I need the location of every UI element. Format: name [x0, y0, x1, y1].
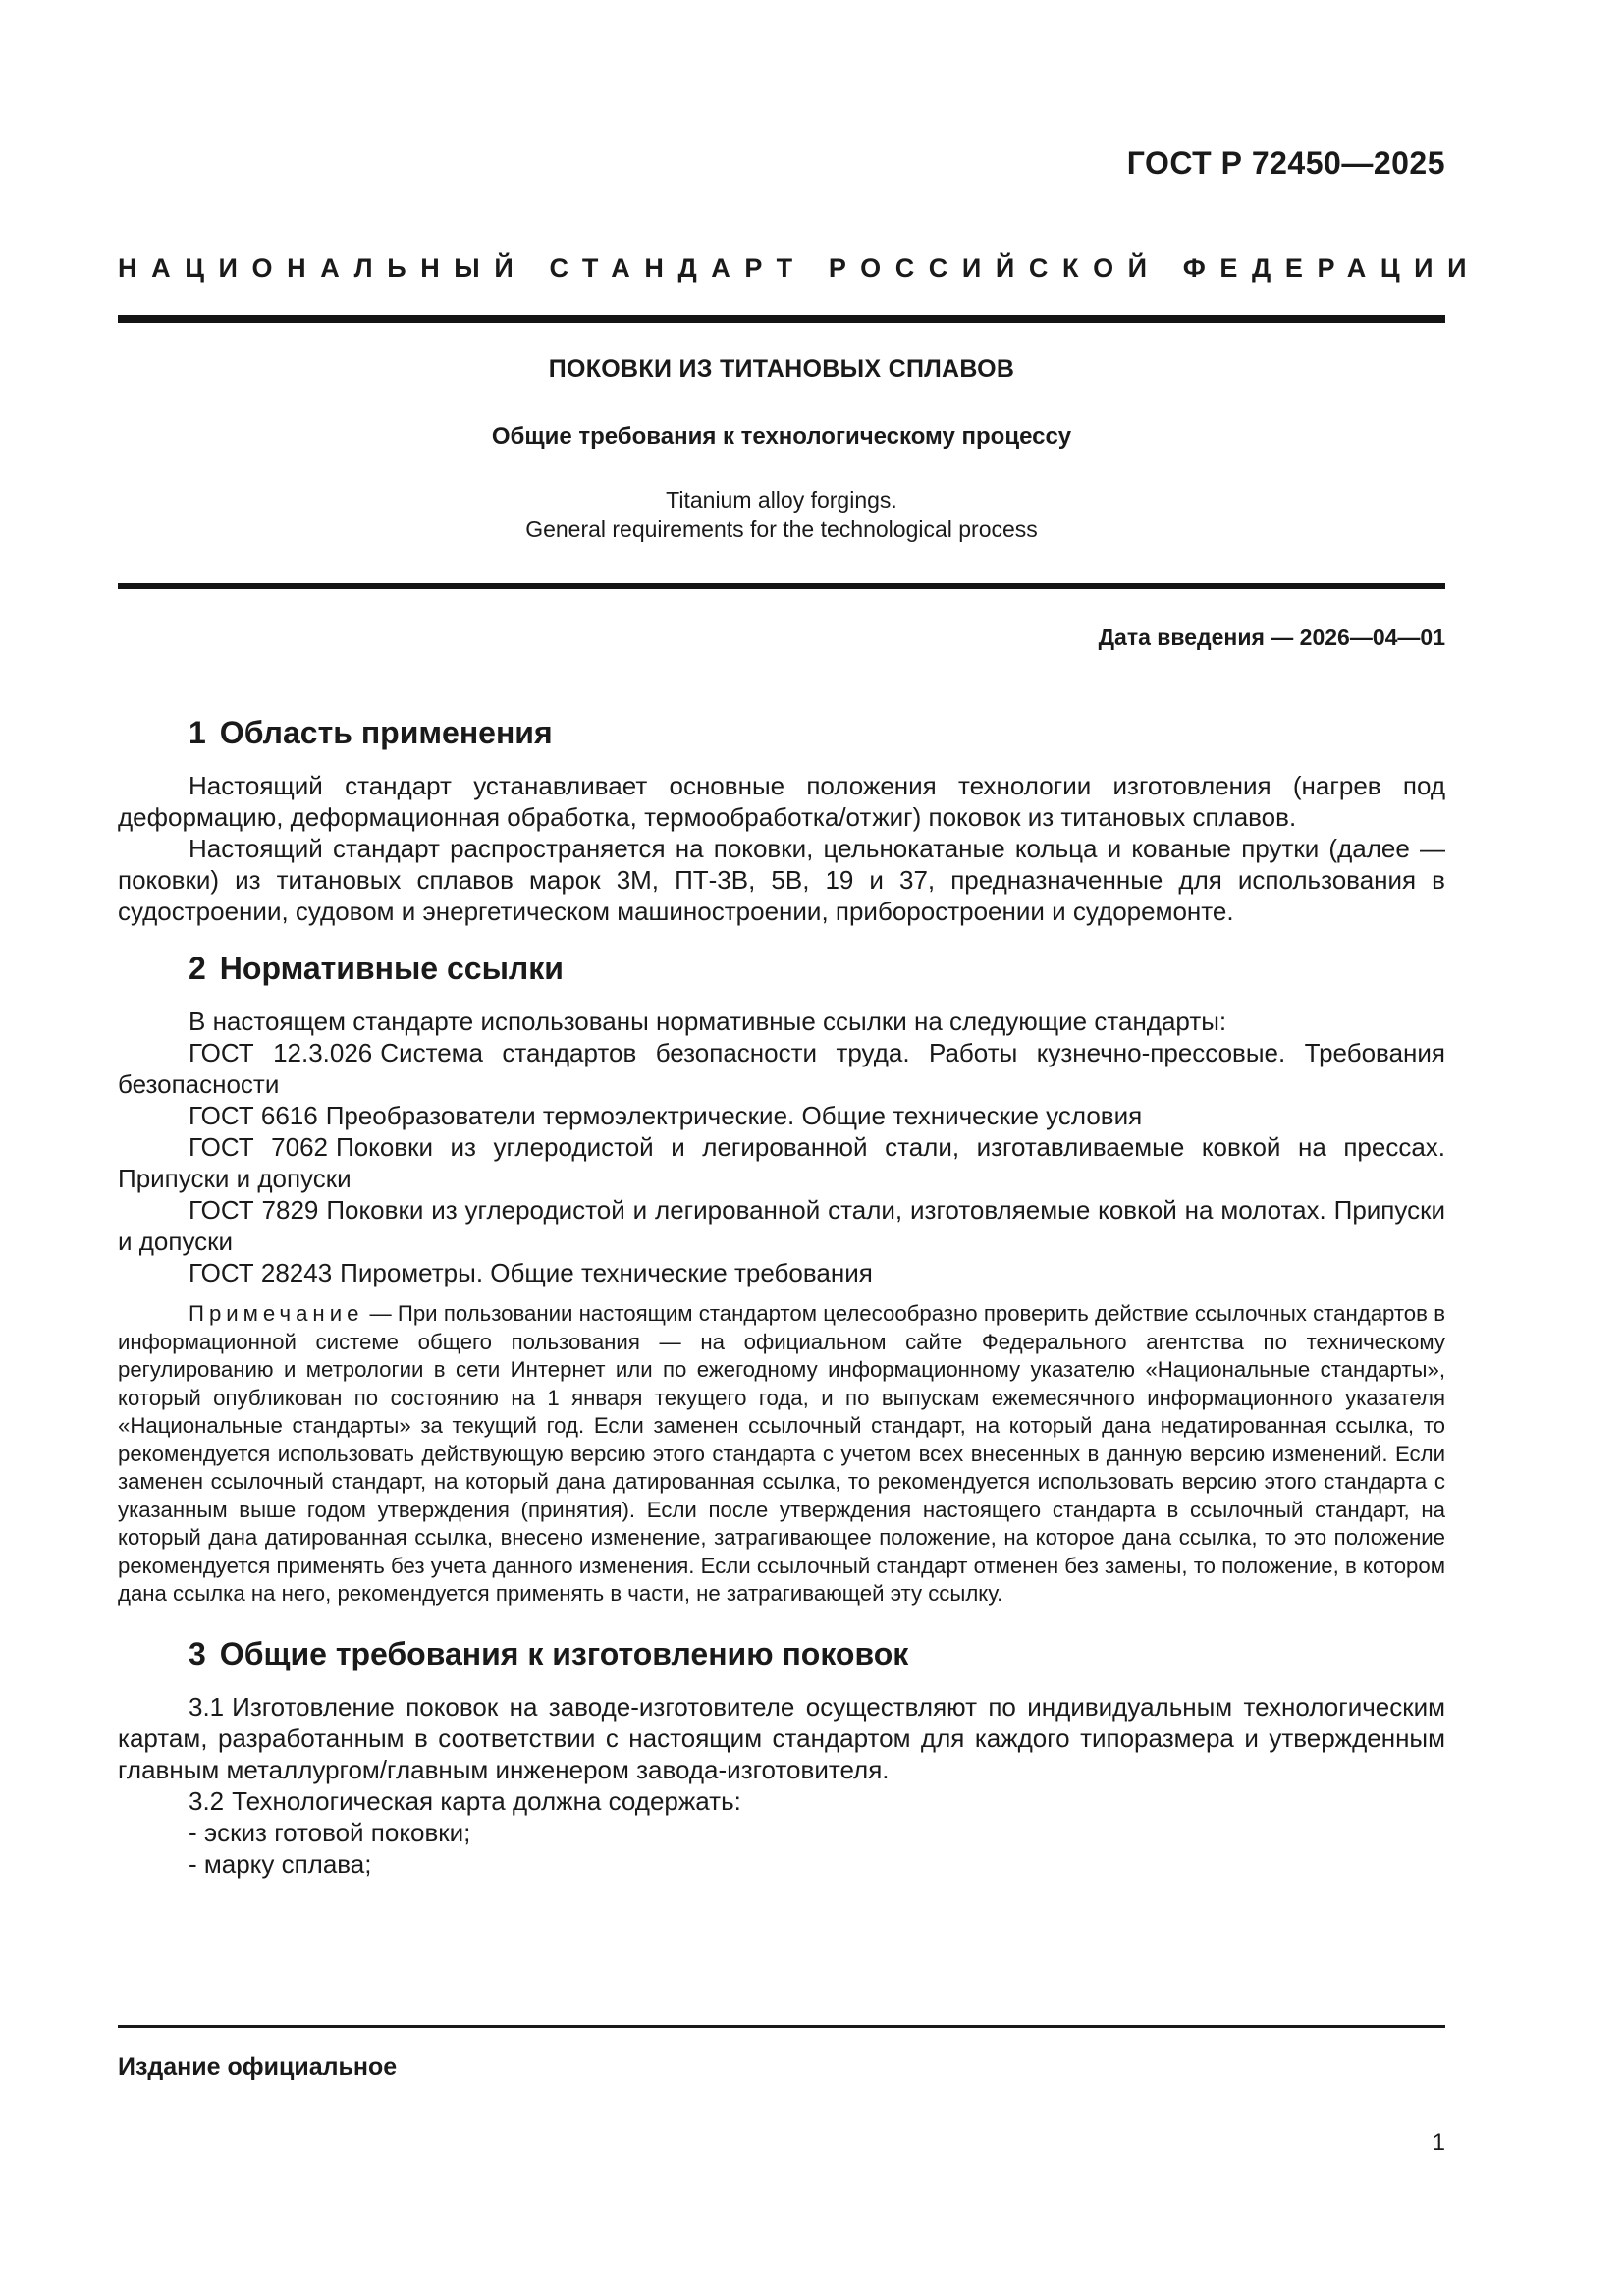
reference-item	[118, 1257, 1445, 1288]
paragraph: Настоящий стандарт устанавливает основные положения технологии изготовления (нагрев под деформацию, деформационная обработка, термообработка/отжиг) поковок из титановых сплавов.	[118, 771, 1445, 832]
reference-item	[118, 1131, 1445, 1194]
paragraph: Настоящий стандарт распространяется на поковки, цельнокатаные кольца и кованые прутки (далее — поковки) из титановых сплавов марок 3М, ПТ-3В, 5В, 19 и 37, предназначенные для использования в судостроении, судовом и энергетическом машиностроении, приборостроении и судоремонте.	[118, 834, 1445, 926]
clause	[118, 1785, 1445, 1817]
note	[118, 1300, 1445, 1609]
introduction-date: Дата введения — 2026—04—01	[1098, 625, 1445, 650]
list-item: - эскиз готовой поковки;	[189, 1817, 471, 1847]
section-title: Нормативные ссылки	[219, 951, 564, 986]
reference-title: Поковки из углеродистой и легированной стали, изготавливаемые ковкой на прессах. Припуски и допуски	[118, 1132, 1445, 1193]
paragraph: В настоящем стандарте использованы нормативные ссылки на следующие стандарты:	[189, 1007, 1227, 1036]
document-body	[118, 713, 1445, 1880]
clause-text: Изготовление поковок на заводе-изготовителе осуществляют по индивидуальным технологическим картам, разработанным в соответствии с настоящим стандартом для каждого типоразмера и утвержденным главным металлургом/главным инженером завода-изготовителя.	[118, 1691, 1445, 1784]
section-number: 2	[189, 951, 206, 986]
reference-title: Система стандартов безопасности труда. Работы кузнечно-прессовые. Требования безопасности	[118, 1038, 1445, 1099]
section-1-heading	[118, 713, 1445, 752]
list-item: - марку сплава;	[189, 1848, 372, 1879]
english-title-line-1: Titanium alloy forgings.	[666, 487, 897, 513]
english-title	[118, 485, 1445, 544]
reference-title: Преобразователи термоэлектрические. Общие технические условия	[325, 1101, 1143, 1130]
clause-text: Технологическая карта должна содержать:	[232, 1785, 741, 1816]
clause	[118, 1691, 1445, 1785]
reference-title: Поковки из углеродистой и легированной стали, изготовляемые ковкой на молотах. Припуски и допуски	[118, 1195, 1445, 1256]
note-text: — При пользовании настоящим стандартом целесообразно проверить действие ссылочных стандартов в информационной системе общего пользования — на официальном сайте Федерального агентства по техническому регулированию и метрологии в сети Интернет или по ежегодному информационному указателю «Национальные стандарты», который опубликован по состоянию на 1 января текущего года, и по выпускам ежемесячного информационного указателя «Национальные стандарты» за текущий год. Если заменен ссылочный стандарт, на который дана недатированная ссылка, то рекомендуется использовать действующую версию этого стандарта с учетом всех внесенных в данную версию изменений. Если заменен ссылочный стандарт, на который дана датированная ссылка, то рекомендуется использовать версию этого стандарта с указанным выше годом утверждения (принятия). Если после утверждения настоящего стандарта в ссылочный стандарт, на который дана датированная ссылка, внесено изменение, затрагивающее положение, на которое дана ссылка, то это положение рекомендуется применять без учета данного изменения. Если ссылочный стандарт отменен без замены, то положение, в котором дана ссылка на него, рекомендуется применять в части, не затрагивающей эту ссылку.	[118, 1301, 1445, 1606]
document-subtitle: Общие требования к технологическому процессу	[491, 423, 1072, 450]
reference-code: ГОСТ 7062	[189, 1132, 329, 1162]
top-rule	[118, 315, 1445, 323]
reference-item	[118, 1100, 1445, 1131]
section-title: Общие требования к изготовлению поковок	[219, 1635, 909, 1671]
section-title: Область применения	[219, 715, 553, 750]
reference-code: ГОСТ 6616	[189, 1101, 318, 1130]
footer-rule	[118, 2025, 1445, 2028]
standard-type-banner: НАЦИОНАЛЬНЫЙ СТАНДАРТ РОССИЙСКОЙ ФЕДЕРАЦИИ	[118, 253, 1482, 283]
reference-code: ГОСТ 12.3.026	[189, 1038, 373, 1067]
clause-number: 3.1	[189, 1691, 225, 1722]
section-2-heading	[118, 949, 1445, 988]
english-title-line-2: General requirements for the technological process	[525, 517, 1038, 542]
title-bottom-rule	[118, 583, 1445, 589]
document-title: ПОКОВКИ ИЗ ТИТАНОВЫХ СПЛАВОВ	[548, 355, 1015, 383]
section-3-heading	[118, 1634, 1445, 1673]
reference-item	[118, 1037, 1445, 1100]
document-code: ГОСТ Р 72450—2025	[1126, 145, 1445, 181]
section-number: 1	[189, 715, 206, 750]
reference-code: ГОСТ 7829	[189, 1195, 319, 1225]
reference-item	[118, 1194, 1445, 1257]
page-number: 1	[1432, 2129, 1445, 2156]
official-edition-label: Издание официальное	[118, 2053, 398, 2081]
note-label: Примечание	[189, 1301, 364, 1326]
section-number: 3	[189, 1635, 206, 1671]
reference-title: Пирометры. Общие технические требования	[340, 1258, 873, 1287]
clause-number: 3.2	[189, 1785, 225, 1816]
reference-code: ГОСТ 28243	[189, 1258, 333, 1287]
